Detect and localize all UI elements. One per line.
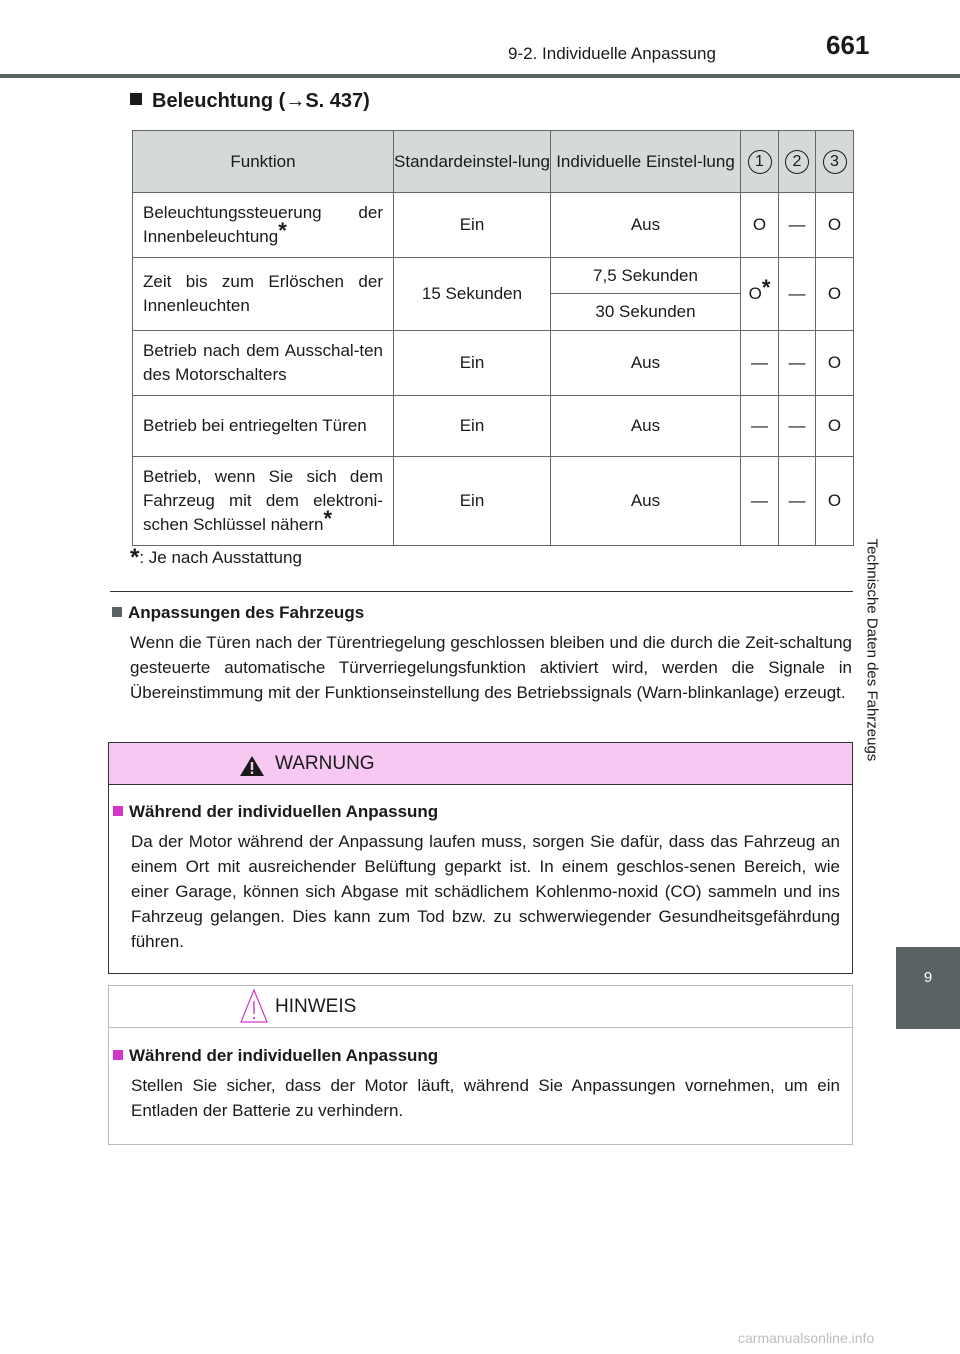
vehicle-paragraph: Wenn die Türen nach der Türentriegelung geschlossen bleiben und die durch die Zeit-schaltung gesteuerte automatische Türverriegelungsfunktion aktiviert wird, werden die Signale in Übereinstimmung mit der Funktionseinstellung des Betriebssignals (Warn-blinkanlage) erzeugt. bbox=[130, 633, 852, 702]
note-subheading bbox=[113, 1046, 438, 1066]
vehicle-subheading-text: Anpassungen des Fahrzeugs bbox=[128, 603, 365, 622]
warning-label: WARNUNG bbox=[275, 753, 375, 774]
cell-c3: O bbox=[816, 457, 854, 546]
cell-custom: Aus bbox=[551, 457, 741, 546]
footnote-text: : Je nach Ausstattung bbox=[139, 548, 302, 567]
footnote-star: * bbox=[761, 275, 771, 300]
c1-value: O bbox=[748, 284, 762, 303]
table-row bbox=[133, 193, 854, 258]
table-row bbox=[133, 258, 854, 294]
note-box bbox=[108, 985, 853, 1145]
cell-default: Ein bbox=[394, 331, 551, 396]
header-function: Funktion bbox=[133, 131, 394, 193]
function-text: Betrieb, wenn Sie sich dem Fahrzeug mit dem elektroni-schen Schlüssel nähern bbox=[143, 467, 383, 534]
cell-default: 15 Sekunden bbox=[394, 258, 551, 331]
cell-c2: — bbox=[779, 193, 816, 258]
note-subheading-text: Während der individuellen Anpassung bbox=[129, 1046, 439, 1065]
cell-custom: Aus bbox=[551, 396, 741, 457]
cell-custom: Aus bbox=[551, 193, 741, 258]
chapter-side-label: Technische Daten des Fahrzeugs bbox=[863, 538, 881, 762]
header-circle-1 bbox=[741, 131, 779, 193]
cell-c3: O bbox=[816, 193, 854, 258]
section-title-text: Beleuchtung ( bbox=[152, 90, 286, 112]
cell-c1: — bbox=[741, 331, 779, 396]
warning-box bbox=[108, 742, 853, 974]
header-circle-2 bbox=[779, 131, 816, 193]
cell-function: Betrieb bei entriegelten Türen bbox=[133, 396, 394, 457]
square-bullet-icon bbox=[113, 1050, 123, 1060]
square-bullet-icon bbox=[113, 806, 123, 816]
square-bullet-icon bbox=[112, 607, 122, 617]
section-heading bbox=[130, 90, 370, 113]
section-divider bbox=[110, 591, 853, 592]
footnote-star: * bbox=[323, 506, 333, 531]
chapter-number: 9 bbox=[923, 969, 933, 986]
chapter-tab bbox=[896, 947, 960, 1029]
table-row bbox=[133, 396, 854, 457]
warning-header bbox=[109, 743, 852, 785]
vehicle-subheading bbox=[112, 603, 364, 623]
cell-c3: O bbox=[816, 331, 854, 396]
watermark: carmanualsonline.info bbox=[738, 1330, 875, 1346]
header-rule bbox=[0, 74, 960, 78]
footnote-star: * bbox=[130, 544, 140, 571]
cell-c3: O bbox=[816, 396, 854, 457]
cell-default: Ein bbox=[394, 193, 551, 258]
cell-c2: — bbox=[779, 331, 816, 396]
table-header-row bbox=[133, 131, 854, 193]
section-page-ref: S. 437) bbox=[305, 90, 370, 112]
table-row bbox=[133, 457, 854, 546]
cell-function bbox=[133, 193, 394, 258]
cell-function: Zeit bis zum Erlöschen der Innenleuchten bbox=[133, 258, 394, 331]
header-circle-3 bbox=[816, 131, 854, 193]
page-number: 661 bbox=[826, 30, 870, 60]
arrow-icon: → bbox=[285, 90, 306, 112]
cell-function bbox=[133, 457, 394, 546]
warning-paragraph: Da der Motor während der Anpassung laufen muss, sorgen Sie dafür, dass das Fahrzeug an einem Ort mit ausreichender Belüftung geparkt ist. In einem geschlos-senen Bereich, wie einer Garage, können sich Abgase mit schädlichem Kohlenmo-noxid (CO) sammeln und ins Fahrzeug gelangen. Dies kann zum Tod bzw. zu schwerwiegender Gesundheitsgefährdung führen. bbox=[131, 832, 840, 951]
note-label: HINWEIS bbox=[275, 996, 357, 1017]
warning-subheading bbox=[113, 802, 438, 822]
header-default: Standardeinstel-lung bbox=[394, 131, 551, 193]
cell-c1 bbox=[741, 258, 779, 331]
cell-function: Betrieb nach dem Ausschal-ten des Motorschalters bbox=[133, 331, 394, 396]
cell-custom-b: 30 Sekunden bbox=[551, 294, 741, 331]
header-section-title: 9-2. Individuelle Anpassung bbox=[508, 44, 716, 63]
settings-table bbox=[132, 130, 854, 546]
cell-c2: — bbox=[779, 258, 816, 331]
notice-triangle-icon bbox=[239, 988, 269, 1024]
cell-default: Ein bbox=[394, 396, 551, 457]
circled-number-2: 2 bbox=[785, 150, 809, 174]
cell-c1: — bbox=[741, 457, 779, 546]
cell-custom-a: 7,5 Sekunden bbox=[551, 258, 741, 294]
function-text: Beleuchtungssteuerung der Innenbeleuchtung bbox=[143, 203, 383, 246]
cell-c1: O bbox=[741, 193, 779, 258]
circled-number-1: 1 bbox=[748, 150, 772, 174]
cell-custom: Aus bbox=[551, 331, 741, 396]
header-custom: Individuelle Einstel-lung bbox=[551, 131, 741, 193]
cell-c1: — bbox=[741, 396, 779, 457]
cell-c2: — bbox=[779, 457, 816, 546]
cell-default: Ein bbox=[394, 457, 551, 546]
square-bullet-icon bbox=[130, 93, 142, 105]
circled-number-3: 3 bbox=[823, 150, 847, 174]
page-header bbox=[0, 0, 960, 80]
cell-c2: — bbox=[779, 396, 816, 457]
warning-triangle-icon bbox=[239, 755, 265, 777]
warning-subheading-text: Während der individuellen Anpassung bbox=[129, 802, 439, 821]
cell-c3: O bbox=[816, 258, 854, 331]
note-paragraph: Stellen Sie sicher, dass der Motor läuft, während Sie Anpassungen vornehmen, um ein Entladen der Batterie zu verhindern. bbox=[131, 1076, 840, 1120]
footnote-star: * bbox=[278, 218, 287, 243]
table-row bbox=[133, 331, 854, 396]
table-footnote bbox=[130, 544, 302, 572]
note-header bbox=[109, 986, 852, 1028]
